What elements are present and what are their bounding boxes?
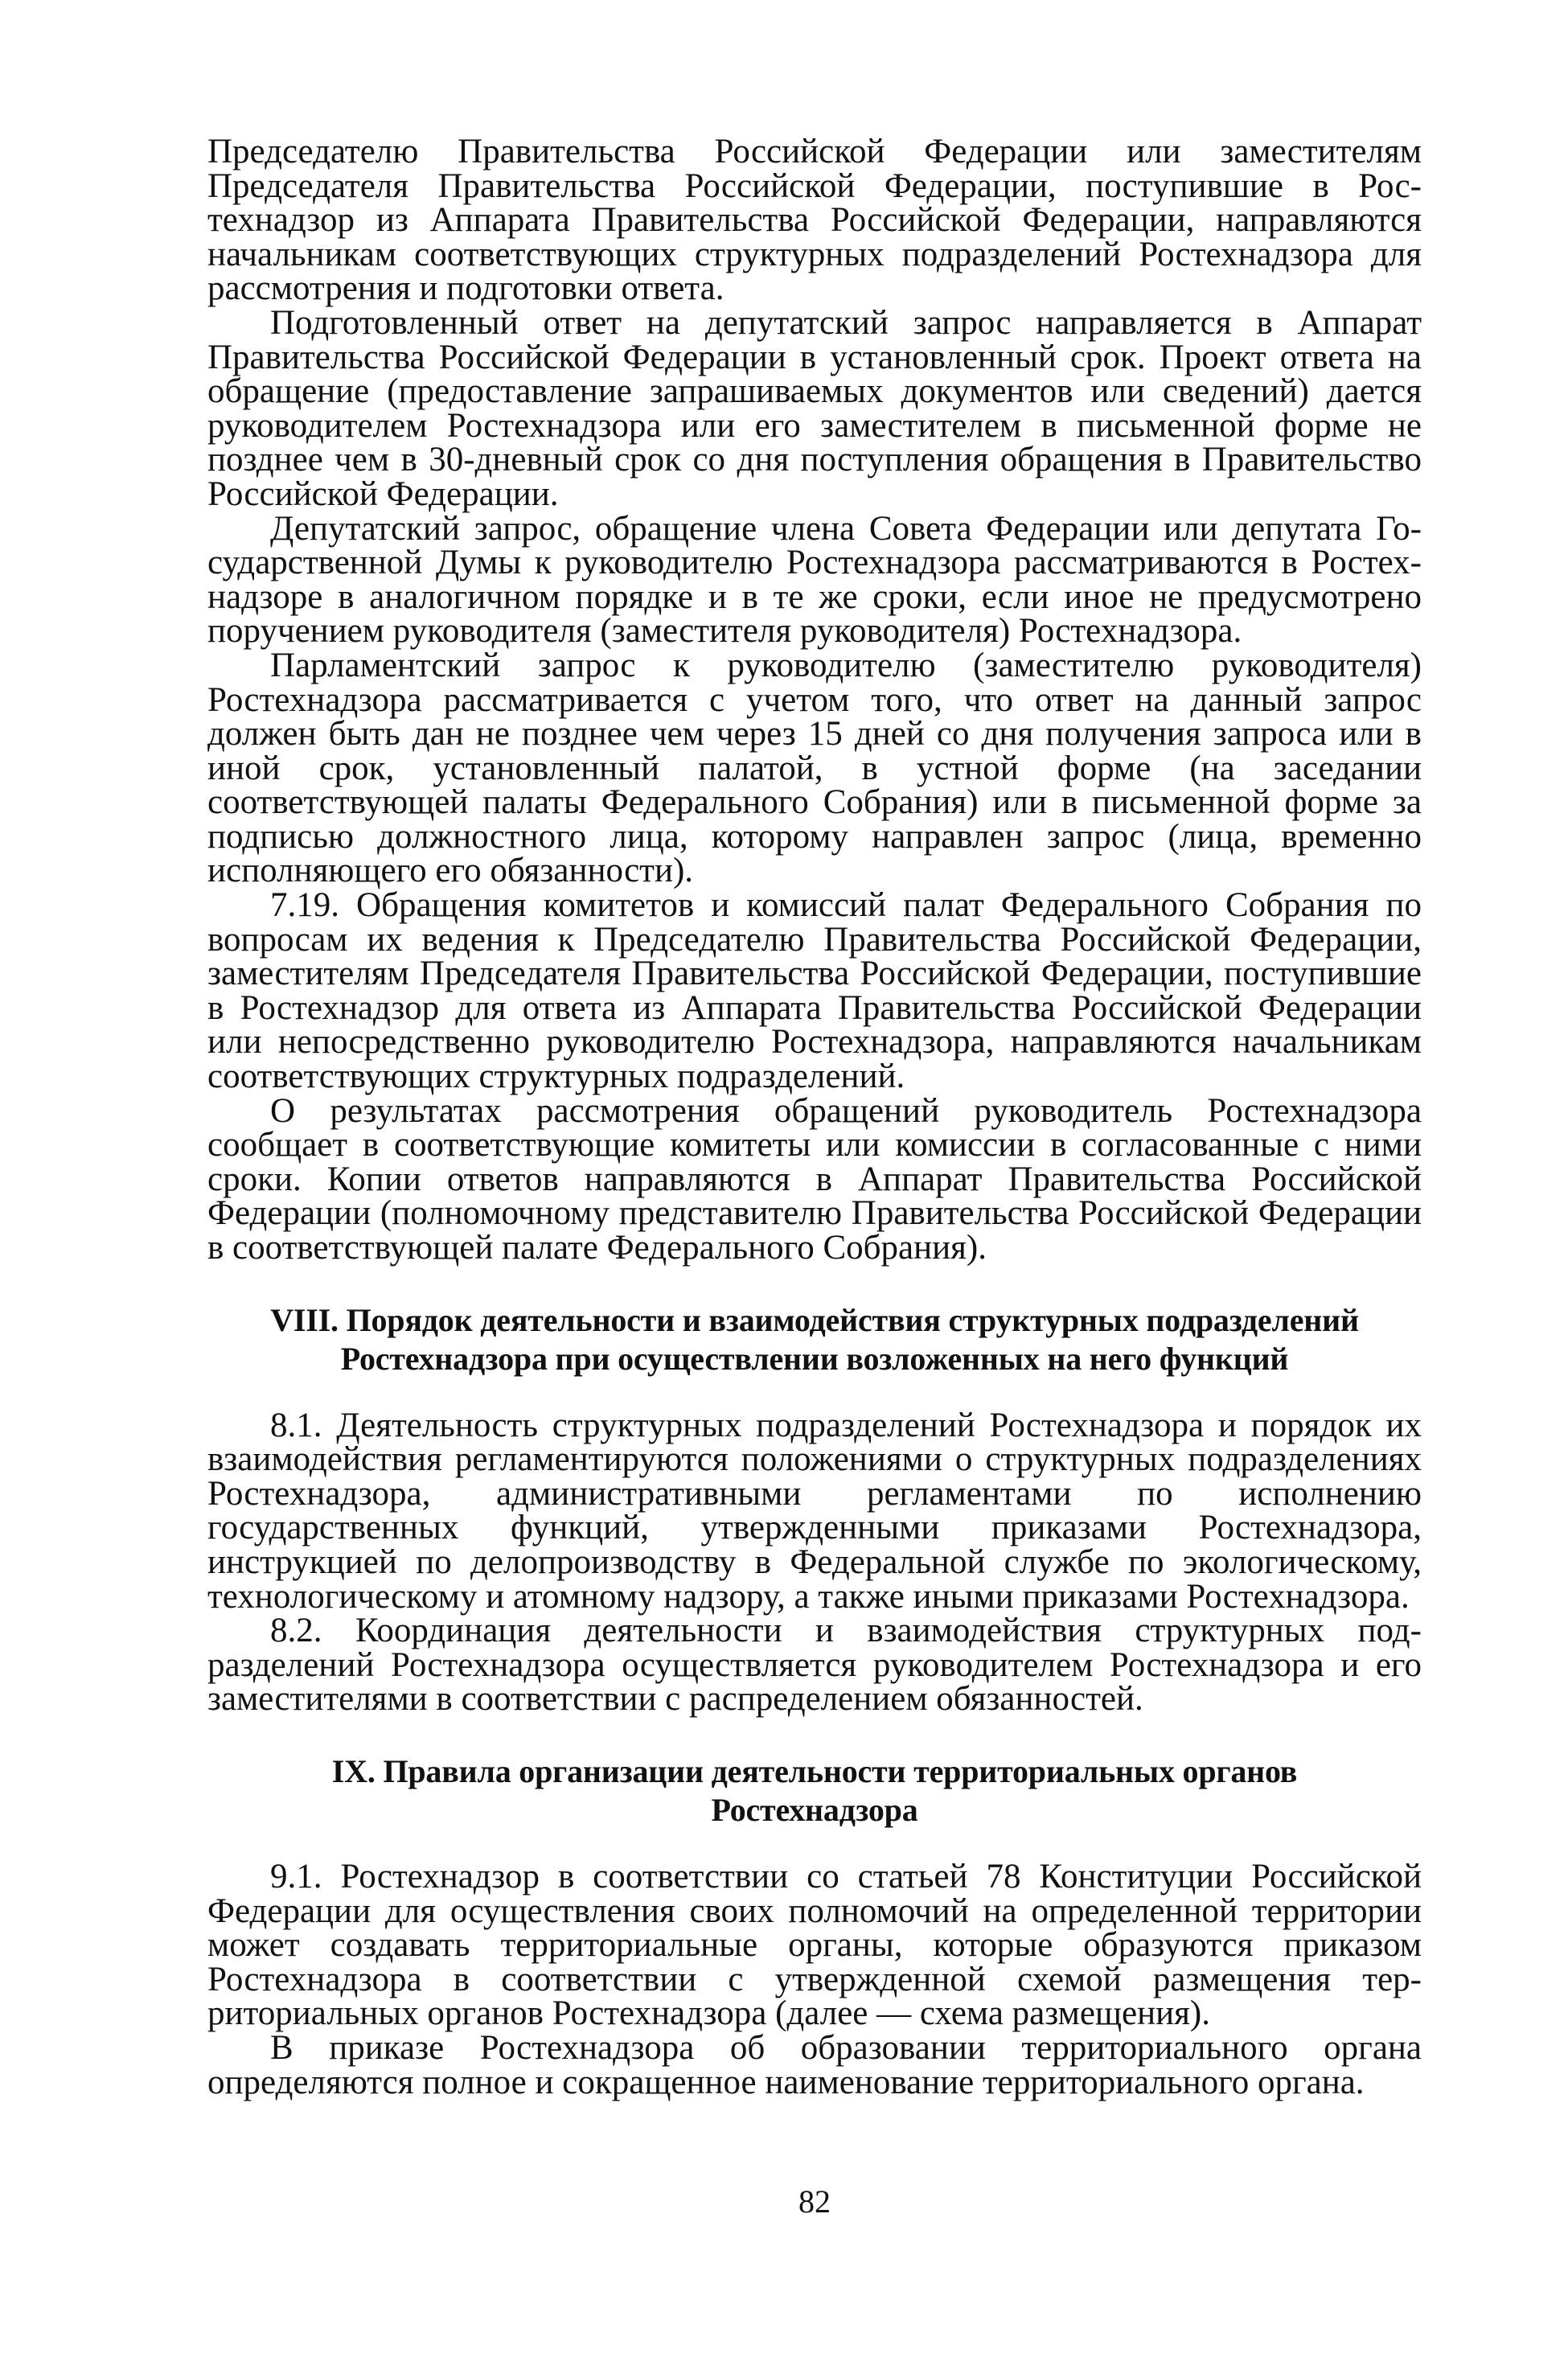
paragraph-results: О результатах рассмотрения обращений руководитель Ростехнадзора сообщает в соответствующие комитеты или комиссии в согласованные с ними сроки. Копии ответов направляются в Аппарат Правительства Российской Федерации (полномочному представителю Правительства Российской Федерации в соответствующей палате Федерального Собрания). (207, 1091, 1422, 1267)
heading-line: Ростехнадзора (711, 1791, 918, 1828)
section-heading-viii (207, 1301, 1422, 1378)
heading-line: Ростехнадзора при осуществлении возложенных на него функций (340, 1340, 1289, 1377)
paragraph-8-1: 8.1. Деятельность структурных подразделений Ростехнадзора и порядок их взаимодействия регламентируются положениями о структурных подразделениях Ростехнадзора, административными регламентами по исполнению государственных функций, утвержденными приказами Ростехнадзора, инструкцией по делопроизводству в Федеральной службе по экологическому, технологическому и атомному надзору, а также иными приказами Ростехнадзора. (207, 1406, 1422, 1616)
paragraph-9-1: 9.1. Ростехнадзор в соответствии со статьей 78 Конституции Российской Федерации для осуществления своих полномочий на определенной территории может создавать территориальные органы, которые образуются приказом Ростехнадзора в соответствии с утвержденной схемой размещения территориальных органов Ростехнадзора (далее — схема размещения). (207, 1857, 1422, 2033)
paragraph-parliamentary-request: Парламентский запрос к руководителю (заместителю руководителя) Ростехнадзора рассматривается с учетом того, что ответ на данный запрос должен быть дан не позднее чем через 15 дней со дня получения запроса или в иной срок, установленный палатой, в устной форме (на заседании соответствующей палаты Федерального Собрания) или в письменной форме за подписью должностного лица, которому направлен запрос (лица, временно исполняющего его обязанности). (207, 646, 1422, 890)
heading-line: IX. Правила организации деятельности территориальных органов (331, 1752, 1298, 1789)
paragraph-prepared-answer: Подготовленный ответ на депутатский запрос направляется в Аппарат Правительства Российской Федерации в установленный срок. Проект ответа на обращение (предоставление запрашиваемых документов или сведений) дается руководителем Ростехнадзора или его заместителем в письменной форме не позднее чем в 30-дневный срок со дня поступления обращения в Правительство Российской Федерации. (207, 303, 1422, 513)
heading-line: VIII. Порядок деятельности и взаимодействия структурных подразделений (270, 1301, 1359, 1338)
paragraph-7-19: 7.19. Обращения комитетов и комиссий палат Федерального Собрания по вопросам их ведения к Председателю Правительства Российской Федерации, заместителям Председателя Правительства Российской Федерации, поступившие в Ростехнадзор для ответа из Аппарата Правительства Российской Федерации или непосредственно руководителю Ростехнадзора, направляются начальникам соответствующих структурных подразделений. (207, 886, 1422, 1096)
paragraph-order: В приказе Ростехнадзора об образовании территориального органа определяются полное и сокращенное наименование территориального органа. (207, 2028, 1422, 2101)
paragraph-8-2: 8.2. Координация деятельности и взаимодействия структурных подразделений Ростехнадзора осуществляется руководителем Ростехнадзора и его заместителями в соответствии с распределением обязанностей. (207, 1612, 1422, 1719)
paragraph-deputy-request: Депутатский запрос, обращение члена Совета Федерации или депутата Государственной Думы к руководителю Ростехнадзора рассматриваются в Ростехнадзоре в аналогичном порядке и в те же сроки, если иное не предусмотрено поручением руководителя (заместителя руководителя) Ростехнадзора. (207, 509, 1422, 651)
section-heading-ix (207, 1752, 1422, 1830)
paragraph-continuation: Председателю Правительства Российской Федерации или заместителям Председателя Правительства Российской Федерации, поступившие в Ростехнадзор из Аппарата Правительства Российской Федерации, направляются начальникам соответствующих структурных подразделений Ростехнадзора для рассмотрения и подготовки ответа. (207, 133, 1422, 308)
page-number: 82 (798, 2183, 831, 2220)
document-page (207, 135, 1422, 2226)
